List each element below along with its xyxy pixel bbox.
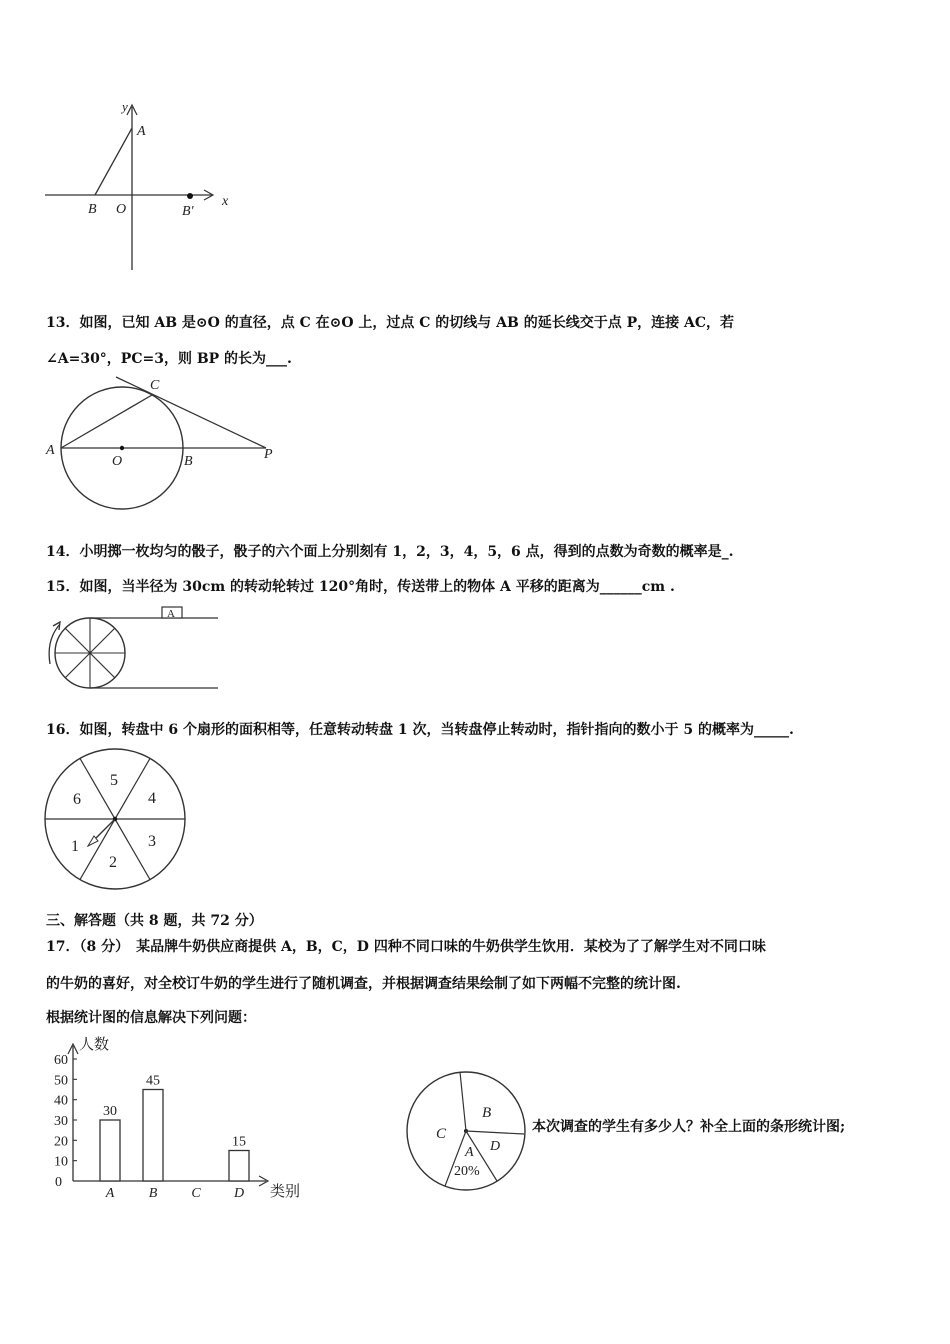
sector-2: 2 <box>109 854 117 871</box>
bar-b <box>143 1090 163 1182</box>
bar-chart-ytick-label: 60 <box>54 1053 68 1068</box>
q17-text-line1: 17．（8 分） 某品牌牛奶供应商提供 A，B，C，D 四种不同口味的牛奶供学生饮用．某校为了了解学生对不同口味 <box>46 939 766 955</box>
bar-chart-ytick-label: 20 <box>54 1134 68 1150</box>
bar-category-label-a: A <box>105 1186 115 1201</box>
q17-text-line3: 根据统计图的信息解决下列问题： <box>46 1010 256 1026</box>
bar-d <box>229 1151 249 1182</box>
bar-chart <box>40 1030 315 1205</box>
pie-label-a: A <box>465 1145 474 1160</box>
bar-category-label-c: C <box>191 1186 201 1201</box>
q16-spinner-figure <box>40 746 200 896</box>
label-p: P <box>264 447 273 462</box>
label-a: A <box>46 443 55 458</box>
bar-category-label-b: B <box>148 1186 158 1201</box>
rotation-arrow <box>49 624 60 664</box>
point-b-prime <box>187 193 193 199</box>
pie-chart <box>402 1068 532 1198</box>
label-b-prime: B′ <box>182 204 194 219</box>
q17-side-question: 本次调查的学生有多少人？补全上面的条形统计图; <box>532 1119 846 1135</box>
object-a-label: A <box>167 608 175 620</box>
bar-a <box>100 1120 120 1181</box>
bar-chart-ylabel: 人数 <box>79 1037 110 1053</box>
coordinate-figure <box>40 95 240 275</box>
q13-circle-figure <box>40 372 290 512</box>
bar-chart-ytick-label: 40 <box>54 1093 68 1109</box>
label-a: A <box>137 124 146 139</box>
chord-ac <box>61 395 152 448</box>
sector-4: 4 <box>148 790 156 807</box>
label-c: C <box>150 378 160 393</box>
q15-conveyor-figure <box>40 602 230 697</box>
pie-value-a: 20% <box>454 1164 480 1179</box>
label-o: O <box>116 202 127 217</box>
bar-chart-ytick-label: 50 <box>54 1073 68 1089</box>
bar-value-label-a: 30 <box>103 1104 117 1119</box>
bar-value-label-b: 45 <box>146 1073 160 1089</box>
sector-3: 3 <box>148 833 156 850</box>
section3-title: 三、解答题（共 8 题，共 72 分） <box>46 913 263 929</box>
label-b: B <box>88 202 97 217</box>
bar-value-label-d: 15 <box>232 1134 246 1150</box>
bar-chart-ytick-label: 10 <box>54 1154 68 1170</box>
q15-text: 15．如图，当半径为 30cm 的转动轮转过 120°角时，传送带上的物体 A 平移的距离为______cm . <box>46 579 675 595</box>
sector-5: 5 <box>110 772 118 789</box>
bar-chart-ytick-label: 0 <box>55 1175 62 1190</box>
label-b: B <box>184 454 193 469</box>
q13-text-line2: ∠A=30°，PC=3，则 BP 的长为___. <box>46 351 292 367</box>
q16-text: 16．如图，转盘中 6 个扇形的面积相等，任意转动转盘 1 次，当转盘停止转动时，指针指向的数小于 5 的概率为_____. <box>46 722 794 738</box>
pie-label-c: C <box>436 1126 447 1142</box>
q14-text: 14．小明掷一枚均匀的骰子，骰子的六个面上分别刻有 1，2，3，4，5，6 点，得到的点数为奇数的概率是_. <box>46 544 734 560</box>
label-o: O <box>112 454 123 469</box>
pie-divider-b-c <box>460 1072 466 1131</box>
sector-1: 1 <box>71 838 79 855</box>
pie-divider-b-d <box>466 1131 524 1134</box>
bar-chart-ytick-label: 30 <box>54 1114 68 1129</box>
label-y: y <box>122 99 128 114</box>
pie-label-d: D <box>490 1139 501 1154</box>
tangent-pc <box>116 377 266 448</box>
segment-ab <box>95 128 132 195</box>
q13-text-line1: 13．如图，已知 AB 是⊙O 的直径，点 C 在⊙O 上，过点 C 的切线与 AB 的延长线交于点 P，连接 AC，若 <box>46 315 735 331</box>
bar-category-label-d: D <box>233 1186 245 1201</box>
sector-6: 6 <box>73 791 81 808</box>
bar-chart-xlabel: 类别 <box>270 1184 301 1200</box>
pie-label-b: B <box>482 1105 492 1121</box>
center-o-dot <box>120 446 124 450</box>
q17-text-line2: 的牛奶的喜好，对全校订牛奶的学生进行了随机调查，并根据调查结果绘制了如下两幅不完整的统计图. <box>46 976 681 992</box>
label-x: x <box>222 194 229 209</box>
